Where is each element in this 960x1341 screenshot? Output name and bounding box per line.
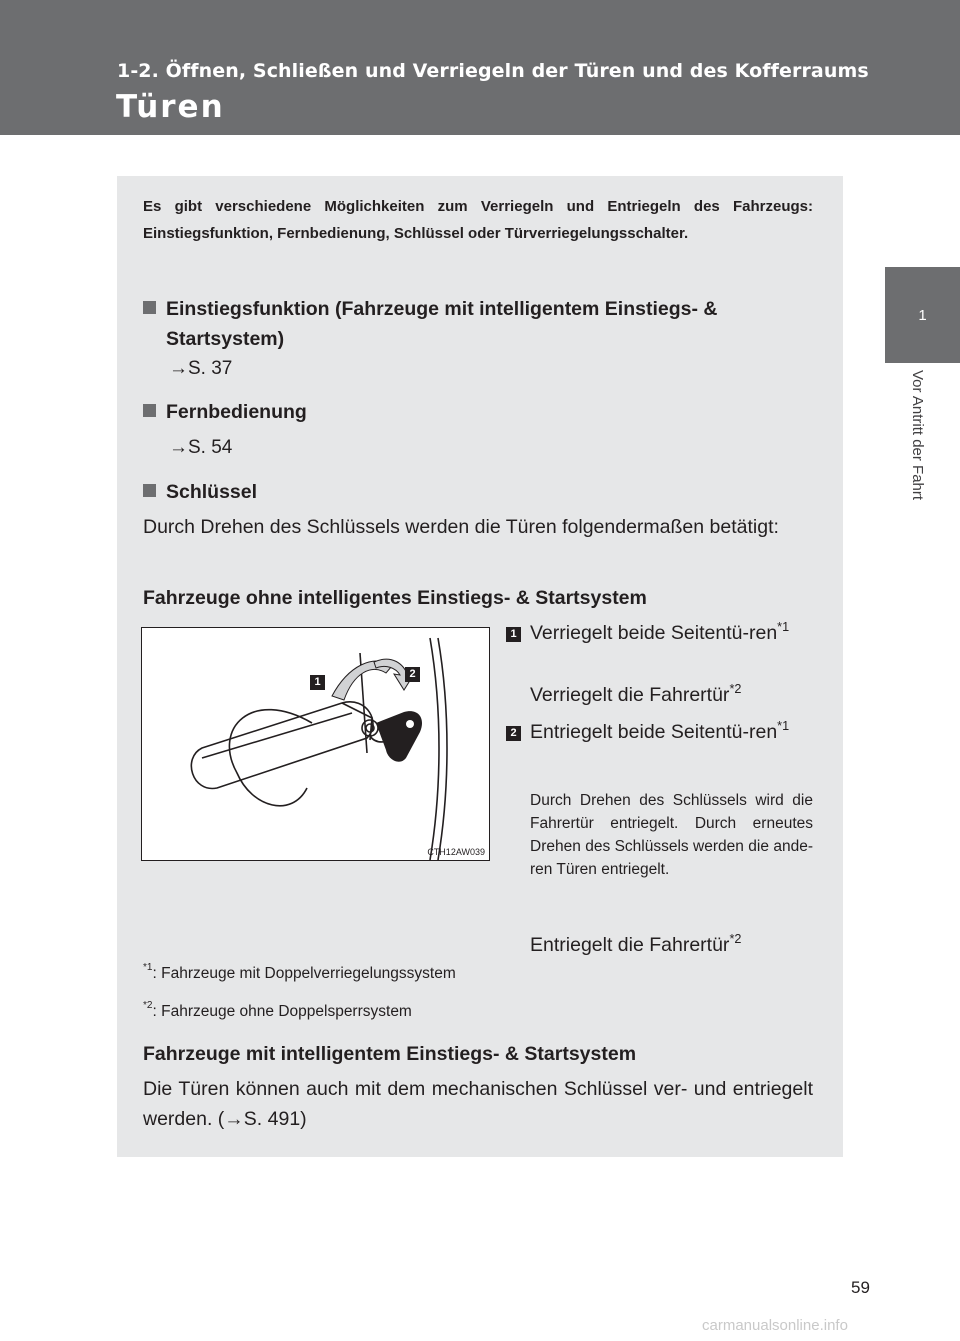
superscript-1: *1: [777, 719, 790, 733]
chapter-number: 1: [918, 307, 927, 324]
square-bullet-icon: [143, 404, 156, 417]
square-bullet-icon: [143, 301, 156, 314]
footnote-1-text: : Fahrzeuge mit Doppelverriegelungssystem: [152, 965, 456, 982]
reference-s54-text: S. 54: [188, 437, 233, 458]
unlock-note: Durch Drehen des Schlüssels wird die Fahrertür entriegelt. Durch erneutes Drehen des Schlüssels werden die ande-ren Türen entriegelt.: [530, 792, 813, 878]
door-handle-illustration: [141, 627, 490, 861]
item-unlock-driver-text: Entriegelt die Fahrertür: [530, 934, 730, 956]
item-unlock-driver: [530, 930, 741, 960]
marker-1-icon: 1: [310, 675, 325, 690]
figure-code: CTH12AW039: [427, 847, 485, 857]
footnote-1-mark: *1: [143, 962, 153, 973]
superscript-2: *2: [729, 682, 742, 696]
subhead-mit-system: Fahrzeuge mit intelligentem Einstiegs- & Startsystem: [143, 1043, 637, 1065]
page-number: 59: [851, 1278, 870, 1297]
item-lock-both-text: Verriegelt beide Seitentü-ren: [530, 622, 778, 644]
chapter-label: [908, 370, 928, 570]
heading-fernbedienung-text: Fernbedienung: [166, 401, 307, 423]
footnote-2: [143, 1000, 412, 1021]
item-lock-both: [530, 618, 813, 648]
closing-text: [143, 1074, 813, 1134]
heading-einstiegsfunktion: [143, 294, 836, 354]
schluessel-text: Durch Drehen des Schlüssels werden die Türen folgendermaßen betätigt:: [143, 516, 779, 538]
section-title: 1-2. Öffnen, Schließen und Verriegeln der Türen und des Kofferraums: [117, 60, 869, 82]
reference-link-s491[interactable]: S. 491): [243, 1108, 307, 1130]
footnote-1: [143, 962, 456, 983]
heading-einstiegsfunktion-text: Einstiegsfunktion (Fahrzeuge mit intelligentem Einstiegs- & Startsystem): [166, 298, 718, 350]
intro-text: Es gibt verschiedene Möglichkeiten zum Verriegeln und Entriegeln des Fahrzeugs: Einstiegsfunktion, Fernbedienung, Schlüssel oder Türverriegelungsschalter.: [143, 198, 813, 242]
watermark: carmanualsonline.info: [702, 1317, 848, 1334]
superscript-2: *2: [729, 932, 742, 946]
arrow-icon: →: [169, 358, 188, 379]
arrow-icon: →: [224, 1108, 244, 1130]
chapter-label-text: Vor Antritt der Fahrt: [909, 370, 926, 501]
reference-link-s37[interactable]: [169, 358, 232, 380]
square-bullet-icon: [143, 484, 156, 497]
closing-text-body: Die Türen können auch mit dem mechanischen Schlüssel ver- und entriegelt werden. (: [143, 1078, 813, 1130]
item-lock-driver-text: Verriegelt die Fahrertür: [530, 684, 730, 706]
chapter-tab[interactable]: [885, 267, 960, 363]
item-unlock-both: [530, 717, 813, 747]
subhead-ohne-system: Fahrzeuge ohne intelligentes Einstiegs- & Startsystem: [143, 587, 647, 609]
marker-2-icon: 2: [405, 667, 420, 682]
item-unlock-both-text: Entriegelt beide Seitentü-ren: [530, 721, 778, 743]
heading-fernbedienung: [143, 397, 307, 427]
arrow-icon: →: [169, 437, 188, 458]
marker-1-icon: 1: [506, 627, 521, 642]
superscript-1: *1: [777, 620, 790, 634]
reference-s37-text: S. 37: [188, 358, 233, 379]
page-title: Türen: [116, 89, 225, 125]
header-bar: [0, 0, 960, 135]
marker-2-icon: 2: [506, 726, 521, 741]
footnote-2-text: : Fahrzeuge ohne Doppelsperrsystem: [152, 1003, 412, 1020]
reference-link-s54[interactable]: [169, 437, 232, 459]
door-handle-drawing: [142, 628, 489, 860]
footnote-2-mark: *2: [143, 1000, 153, 1011]
item-lock-driver: [530, 680, 741, 710]
heading-schluessel-text: Schlüssel: [166, 481, 258, 503]
heading-schluessel: [143, 477, 257, 507]
